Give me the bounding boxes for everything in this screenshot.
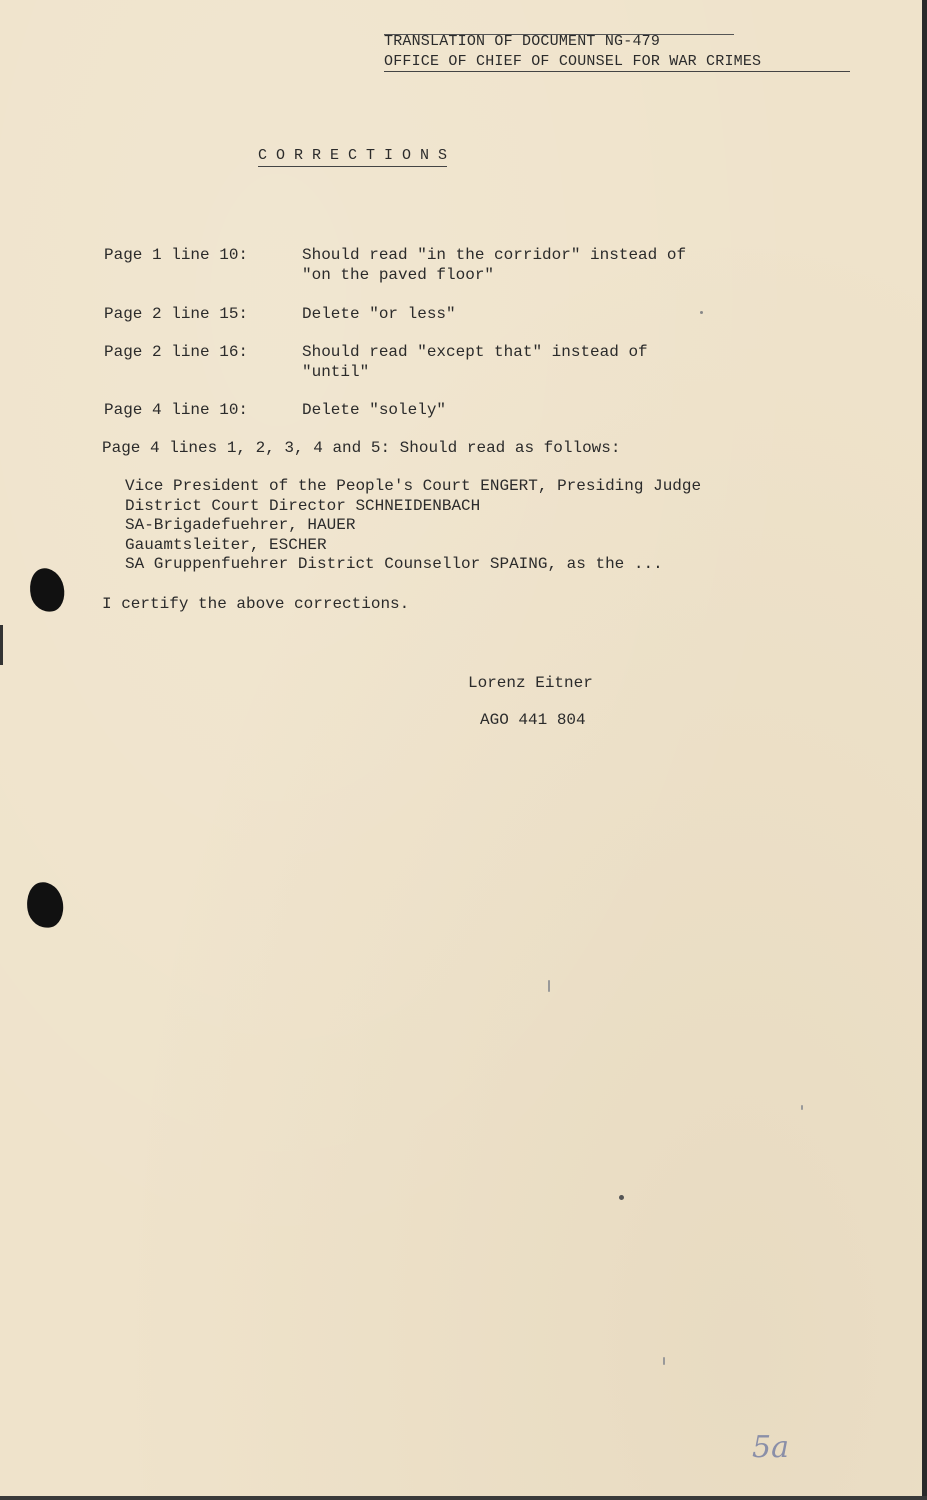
scan-edge-bottom [0, 1496, 927, 1500]
correction-reference: Page 2 line 16: [104, 343, 249, 361]
replacement-line: Gauamtsleiter, ESCHER [125, 535, 327, 554]
scan-edge-right [922, 0, 927, 1500]
multi-line-correction-heading: Page 4 lines 1, 2, 3, 4 and 5: Should read as follows: [102, 439, 621, 457]
correction-reference: Page 1 line 10: [104, 246, 249, 264]
translator-id-number: AGO 441 804 [480, 711, 586, 729]
replacement-line: Vice President of the People's Court ENGERT, Presiding Judge [125, 477, 702, 495]
header-line-1: TRANSLATION OF DOCUMENT NG-479 [384, 34, 734, 53]
correction-text: Should read "except that" instead of "until" [302, 343, 648, 381]
correction-text: Should read "in the corridor" instead of "on the paved floor" [302, 246, 687, 284]
paper-mark [801, 1105, 803, 1110]
correction-text: Delete "or less" [302, 305, 456, 323]
translator-name: Lorenz Eitner [468, 674, 593, 692]
handwritten-page-note: 5a [752, 1430, 789, 1465]
certification-statement: I certify the above corrections. [102, 595, 410, 613]
punch-hole-bottom [23, 879, 66, 931]
replacement-line: SA Gruppenfuehrer District Counsellor SPAING, as the ... [125, 555, 663, 573]
replacement-line: SA-Brigadefuehrer, HAUER [125, 516, 356, 534]
correction-reference: Page 2 line 15: [104, 305, 249, 323]
correction-text: Delete "solely" [302, 401, 447, 419]
ink-speck [619, 1195, 624, 1200]
correction-reference: Page 4 line 10: [104, 401, 249, 419]
page-title: C O R R E C T I O N S [258, 146, 447, 167]
paper-mark [548, 980, 550, 992]
replacement-text-block [125, 477, 701, 575]
left-edge-mark [0, 625, 3, 665]
document-header [384, 34, 850, 72]
replacement-line: District Court Director SCHNEIDENBACH [125, 496, 481, 515]
ink-speck [700, 311, 703, 314]
paper-mark [663, 1357, 665, 1365]
header-line-2: OFFICE OF CHIEF OF COUNSEL FOR WAR CRIMES [384, 53, 850, 72]
punch-hole-top [26, 565, 68, 615]
